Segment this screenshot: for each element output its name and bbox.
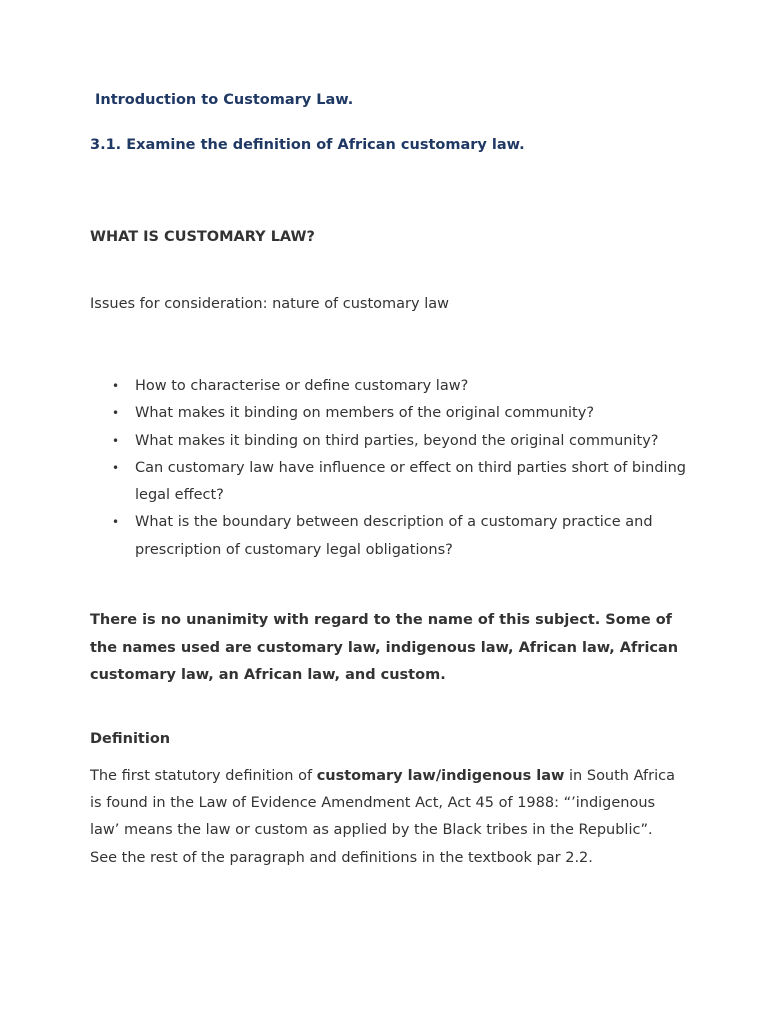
bullet-icon: • <box>112 515 120 530</box>
document-title: Introduction to Customary Law. <box>95 92 354 108</box>
issues-list <box>90 373 690 564</box>
question-heading: WHAT IS CUSTOMARY LAW? <box>90 229 315 245</box>
unanimity-paragraph: There is no unanimity with regard to the name of this subject. Some of the names used are customary law, indigenous law, African law, African customary law, an African law, and custom. <box>90 612 679 683</box>
list-item-text: What makes it binding on third parties, beyond the original community? <box>135 432 659 449</box>
list-item <box>90 455 690 510</box>
list-item-text: What is the boundary between description of a customary practice and prescription of customary legal obligations? <box>135 514 653 558</box>
list-item-text: What makes it binding on members of the original community? <box>135 405 595 422</box>
list-item <box>90 509 690 564</box>
list-item-text: Can customary law have influence or effect on third parties short of binding legal effect? <box>135 459 686 504</box>
definition-paragraph <box>90 763 680 872</box>
bullet-icon: • <box>112 406 120 421</box>
definition-heading: Definition <box>90 731 171 747</box>
list-item <box>90 428 690 455</box>
list-item <box>90 373 690 400</box>
section-heading: 3.1. Examine the definition of African customary law. <box>90 137 525 153</box>
definition-lead: The first statutory definition of <box>90 768 317 784</box>
bullet-icon: • <box>112 460 120 475</box>
list-item-text: How to characterise or define customary law? <box>135 378 469 394</box>
definition-rest: in South Africa is found in the Law of Evidence Amendment Act, Act 45 of 1988: “’indigenous law’ means the law or custom as applied by the Black tribes in the Republic”. See the rest of the paragraph and definitions in the textbook par 2.2. <box>90 768 675 866</box>
definition-term: customary law/indigenous law <box>316 768 565 784</box>
list-item <box>90 400 690 427</box>
bullet-icon: • <box>112 433 120 448</box>
bullet-icon: • <box>112 379 120 393</box>
issues-line: Issues for consideration: nature of customary law <box>90 296 449 312</box>
